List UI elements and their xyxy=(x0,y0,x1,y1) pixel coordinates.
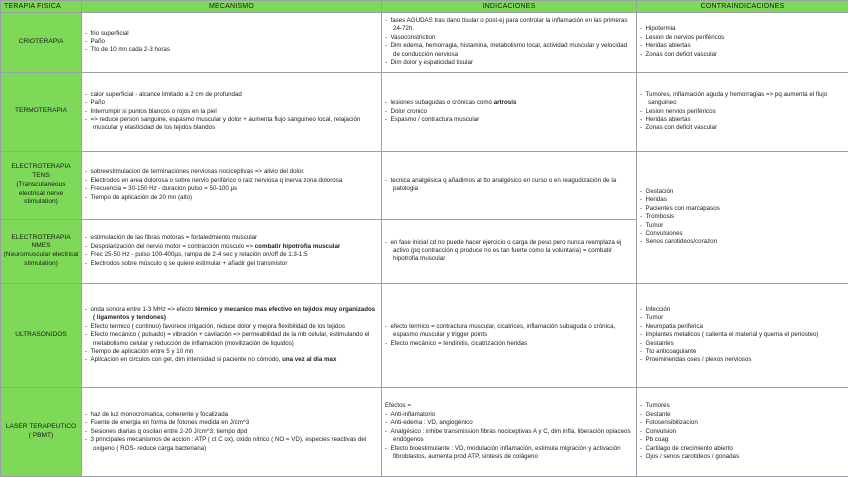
bold-text: artrosis xyxy=(493,99,517,107)
list-item: - Vasoconstriction xyxy=(385,34,633,42)
list-item: - Pacientes con marcapasos xyxy=(640,205,845,213)
therapy-name-line: ELECTROTERAPIA xyxy=(11,163,71,171)
contraindicaciones-cell xyxy=(637,283,848,387)
therapy-name: TERMOTERAPIA xyxy=(1,72,82,151)
list-item: - Convulsion xyxy=(640,428,845,436)
list-item: - Gestantes xyxy=(640,340,845,348)
bold-text: una vez al día max xyxy=(282,356,337,364)
table-row-ultrasonidos xyxy=(1,283,848,387)
header-row xyxy=(1,1,848,13)
therapy-name-line: TENS xyxy=(32,172,50,180)
list-item: - Paño xyxy=(85,38,378,46)
list-item: - Electrodos en area dolorosa o sobre nervio periférico o raiz nerviosa q inerva zona dolorosa xyxy=(85,177,378,185)
indicaciones-cell xyxy=(382,13,637,73)
list-item: - Efecto bioestimulante : VD, modulación inflamación, estimula migración y activación fibroblastos, aumenta prod ATP, sintesis de colágeno xyxy=(385,445,633,462)
list-item: - Paño xyxy=(85,99,378,107)
list-item: - Lesion de nervios periféricos xyxy=(640,34,845,42)
list-item: - Sesiones diarias q oscilan entre 2-20 J/cm^3, tiempo dpd xyxy=(85,428,378,436)
list-item: - Neuropatia periferica xyxy=(640,323,845,331)
indicaciones-cell xyxy=(382,151,637,219)
therapy-name-line: ( PBMT) xyxy=(28,431,54,439)
list-item: - Fuente de energia en forma de fotones medida en J/cm^3 xyxy=(85,419,378,427)
therapy-name xyxy=(1,219,82,283)
list-item: - Tumor xyxy=(640,314,845,322)
list-item: - Cartilago de crecimiento abierto xyxy=(640,445,845,453)
contraindicaciones-cell xyxy=(637,13,848,73)
list-item: - Tto de 10 mn cada 2-3 horas xyxy=(85,46,378,54)
list-item: - Interrumpir si puntos blancos o rojos en la piel xyxy=(85,108,378,116)
list-item: - Ojos / senos carotideos / gonadas xyxy=(640,453,845,461)
therapy-name-line: NMES xyxy=(31,242,51,250)
table-row-crioterapia xyxy=(1,13,848,73)
mecanismo-cell xyxy=(82,151,382,219)
text-span: onda sonora entre 1-3 MHz => efecto xyxy=(90,305,196,313)
list-item: - Anti-edema : VD, angiogénico xyxy=(385,419,633,427)
list-item: - Espasmo / contractura muscular xyxy=(385,116,633,124)
list-item: - Pb coag xyxy=(640,436,845,444)
indicaciones-cell xyxy=(382,72,637,151)
bold-text: combatir hipotrofia muscular xyxy=(254,242,341,250)
text-span: Aplicacion en circulos con gel, dim intensidad si paciente no cómodo, xyxy=(90,356,283,364)
list-item: - Tumor xyxy=(640,222,845,230)
mecanismo-cell xyxy=(82,283,382,387)
mecanismo-cell xyxy=(82,13,382,73)
header-mecanismo: MECANISMO xyxy=(82,1,382,13)
list-item: - frio superficial xyxy=(85,30,378,38)
table-row-laser xyxy=(1,387,848,476)
indicaciones-cell xyxy=(382,283,637,387)
list-item: - Frecuencia = 30-150 Hz - duración pulso = 50-100 µs xyxy=(85,185,378,193)
list-item: - Gestante xyxy=(640,411,845,419)
therapy-name-line: LASER TERAPEUTICO xyxy=(5,423,77,431)
list-item: - Heridas abiertas xyxy=(640,42,845,50)
header-indicaciones: INDICACIONES xyxy=(382,1,637,13)
list-item: - sobreestimulacion de terminaciones nerviosas nociceptivas => alivio del dolor. xyxy=(85,168,378,176)
indicaciones-cell xyxy=(382,387,637,476)
list-item: - Efecto mecánico ( pulsado) = vibración + cavilación => permeabilidad de la mb celular, estimulando el metabolismo celular y reducción de inflamación (movilización de liquidos) xyxy=(85,331,378,348)
list-item: - tecnica analgésica q añadimos al tto analgésico en curso o en reagudización de la patologia xyxy=(385,177,633,194)
list-item xyxy=(385,99,633,107)
table-row-termoterapia xyxy=(1,72,848,151)
therapy-name: ULTRASONIDOS xyxy=(1,283,82,387)
list-item: - Gestación xyxy=(640,188,845,196)
list-item: - Infección xyxy=(640,306,845,314)
header-terapia: TERAPIA FISICA xyxy=(1,1,82,13)
list-item: - Tiempo de aplicación de 20 mn (alto) xyxy=(85,194,378,202)
list-item: - Anti-inflamatorio xyxy=(385,411,633,419)
list-item: - Dolor cronico xyxy=(385,108,633,116)
therapy-name xyxy=(1,151,82,219)
list-item: - Implantes metalicos ( calienta el material y quema el periosteo) xyxy=(640,331,845,339)
list-item: - Proeminendas oses / plexos nerviosos xyxy=(640,356,845,364)
list-item: - Convulsiones xyxy=(640,230,845,238)
list-item: - Tumores xyxy=(640,402,845,410)
list-item: - Zonas con deficit vascular xyxy=(640,124,845,132)
list-item: - Senos carotideos/corazon xyxy=(640,238,845,246)
list-item: - Efecto termico ( continuo) favorece irrigación, reduce dolor y mejora flexibilidad de los tejidos xyxy=(85,323,378,331)
list-item: - Tumores, inflamación aguda y hemorragias => pq aumenta el flujo sanguineo xyxy=(640,91,845,108)
list-item: - Tto anticoagulante xyxy=(640,348,845,356)
list-item: - Hipotermia xyxy=(640,25,845,33)
list-heading: Efectos = xyxy=(385,402,411,410)
list-item: - Electrodos sobre músculo q se quiere estimular + añadir gel transmistor xyxy=(85,260,378,268)
list-item: - estimulación de las fibras motoras = fortaledmiento muscular xyxy=(85,234,378,242)
list-item: - Heridas abiertas xyxy=(640,116,845,124)
list-item: - Lesion nervios periféricos xyxy=(640,108,845,116)
list-item: - Efecto mecánico = tendinitis, cicatrización heridas xyxy=(385,340,633,348)
list-item: - Dim edema, hemorragia, histamina, metabolismo local, actividad muscular y velocidad de conducción nerviosa xyxy=(385,42,633,59)
list-item: - efecto termico = contractura muscular, cicatrices, inflamación subaguda o crónica, espasmo muscular y trigger points xyxy=(385,323,633,340)
list-item: - haz de luz monocromatica, coherente y focalizada xyxy=(85,411,378,419)
list-item: - fases AGUDAS tras dano tisular o post-ej para controlar la inflamación en las primeras 24-72h. xyxy=(385,17,633,34)
list-item: - Heridas xyxy=(640,196,845,204)
mecanismo-cell xyxy=(82,219,382,283)
table-row-tens xyxy=(1,151,848,219)
therapy-name-line: (Neuromuscular electrical stimulation) xyxy=(3,251,79,267)
header-contraindicaciones: CONTRAINDICACIONES xyxy=(637,1,848,13)
mecanismo-cell xyxy=(82,387,382,476)
contraindicaciones-cell xyxy=(637,72,848,151)
list-item: - Trombosis xyxy=(640,213,845,221)
therapy-name xyxy=(1,387,82,476)
list-item: - en fase inicial cd no puede hacer ejercicio o carga de peso pero nunca reemplaza ej activo (pq contracción q produce no es tan fuerte como la voluntaria) = combatir hipotrofia muscular xyxy=(385,239,633,264)
list-item: - Frec 25-50 Hz - pulso 100-400µs, rampa de 2-4 sec y relación on/off de 1:3-1:5 xyxy=(85,251,378,259)
list-item xyxy=(85,306,378,323)
list-item xyxy=(85,356,378,364)
text-span: Despolarización del nervio motor = contracción músculo => xyxy=(90,242,255,250)
list-item: - Analgésico : inhibe transmission fibras nociceptivas A y C, dim infla, liberación opiaceos endógenos xyxy=(385,428,633,445)
contraindicaciones-cell xyxy=(637,387,848,476)
text-span: lesiones subagudas o crónicas como xyxy=(390,99,494,107)
indicaciones-cell xyxy=(382,219,637,283)
list-item: - Fotosensibilizacion xyxy=(640,419,845,427)
list-item: - => reduce person sanguine, espasmo muscular y dolor + aumenta flujo sanguineo local, relajación muscular y elasticidad de los tejidos blandos xyxy=(85,116,378,133)
contraindicaciones-cell xyxy=(637,151,848,283)
bold-text: térmico y mecanico mas efectivo en tejidos muy organizados ( ligamentos y tendones) xyxy=(93,305,376,322)
mecanismo-cell xyxy=(82,72,382,151)
list-item: - Tiempo de aplicación entre 5 y 10 mn xyxy=(85,348,378,356)
therapy-name-line: ELECTROTERAPIA xyxy=(11,233,71,241)
list-item: - calor superficial - alcance limitado a 2 cm de profundad xyxy=(85,91,378,99)
therapy-name-line: (Transcutaneous electrical nerve stimulation) xyxy=(16,180,66,206)
list-item: - Zonas con deficit vascular xyxy=(640,51,845,59)
list-item: - Dim dolor y espaticidad tisular xyxy=(385,59,633,67)
list-item xyxy=(85,243,378,251)
therapy-name: CRIOTERAPIA xyxy=(1,13,82,73)
list-item: - 3 principales mecanismos de accion : ATP ( ct C ox), oxido nitrico ( NO = VD), especies reactivas del oxigeno ( ROS- reduce carga bacteriana) xyxy=(85,436,378,453)
